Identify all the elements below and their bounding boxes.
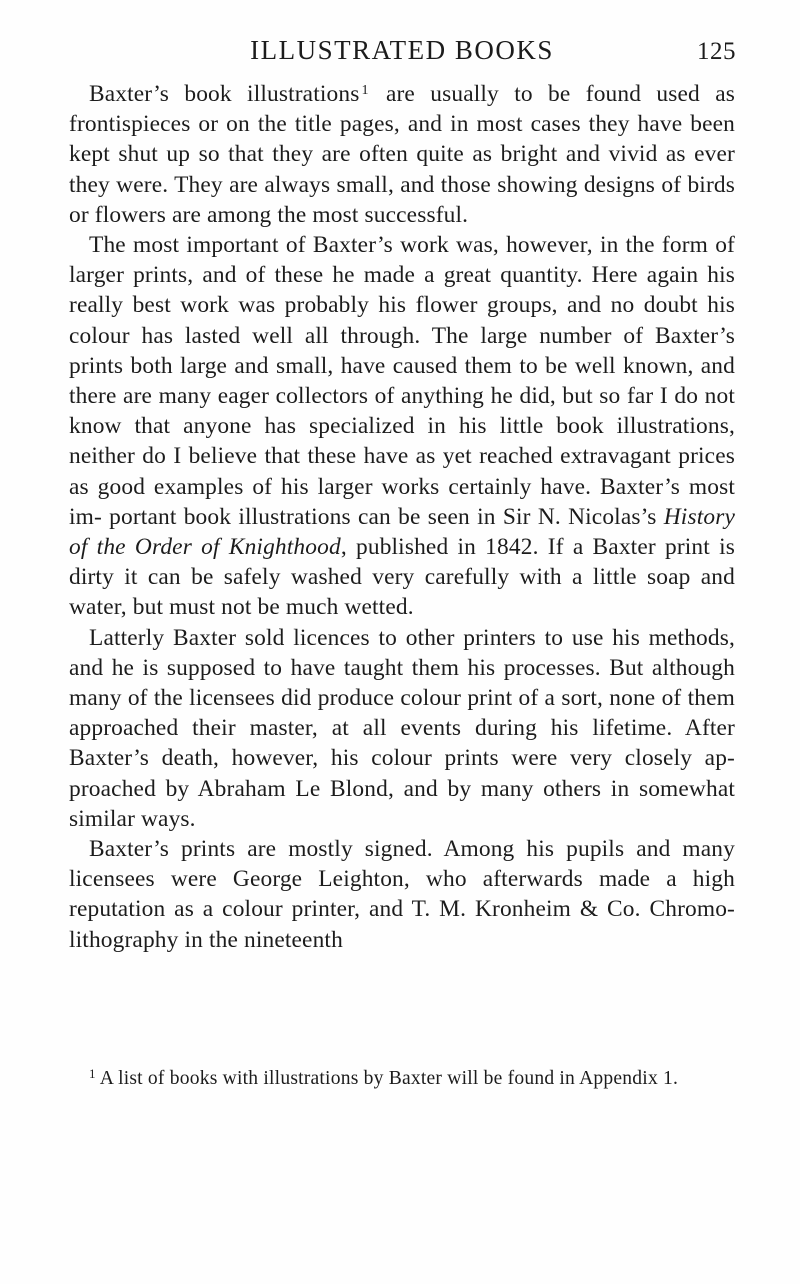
paragraph-1-text-b: are usually to be found used as frontispieces or on the title pages, and in most cases they have been kept shut up so that they are often quite as bright and vivid as ever they were. They are always small, and those showing designs of birds or flowers are among the most successful.: [69, 81, 735, 228]
body-text: [69, 79, 735, 955]
paragraph-3: Latterly Baxter sold licences to other printers to use his methods, and he is supposed to have taught them his processes. But although many of the licensees did produce colour print of a sort, none of them approached their master, at all events during his lifetime. After Baxter’s death, however, his colour prints were very closely ap- proached by Abraham Le Blond, and by many others in somewhat similar ways.: [69, 624, 735, 832]
paragraph-1: [69, 79, 735, 230]
footnote-reference: 1: [361, 83, 369, 98]
paragraph-2-text-b: , published in 1842. If a Baxter print is dirty it can be safely washed very carefully with a little soap and water, but must not be much wetted.: [69, 534, 736, 621]
footnote-text: A list of books with illustrations by Baxter will be found in Appendix 1.: [99, 1068, 679, 1089]
book-title-italic: History of the Order of Knighthood: [69, 503, 735, 561]
footnote: [69, 1065, 735, 1093]
page-number: 125: [697, 38, 736, 65]
running-head: [68, 30, 736, 70]
footnote-mark: 1: [89, 1066, 96, 1081]
paragraph-4: Baxter’s prints are mostly signed. Among his pupils and many licensees were George Leighton, who afterwards made a high reputation as a colour printer, and T. M. Kronheim & Co. Chromo-lithography in the nineteenth: [69, 836, 735, 953]
paragraph-2-text-a: The most important of Baxter’s work was, however, in the form of larger prints, and of these he made a great quantity. Here again his really best work was probably his flower groups, and no doubt his colour has lasted well all through. The large number of Baxter’s prints both large and small, have caused them to be well known, and there are many eager collectors of anything he did, but so far I do not know that anyone has specialized in his little book illustrations, neither do I believe that these have as yet reached extravagant prices as good examples of his larger works certainly have. Baxter’s most im- portant book illustrations can be seen in Sir N. Nicolas’s: [69, 232, 735, 530]
paragraph-2: [69, 230, 735, 623]
running-title: ILLUSTRATED BOOKS: [250, 35, 554, 65]
paragraph-1-text-a: Baxter’s book illustrations: [89, 81, 360, 107]
